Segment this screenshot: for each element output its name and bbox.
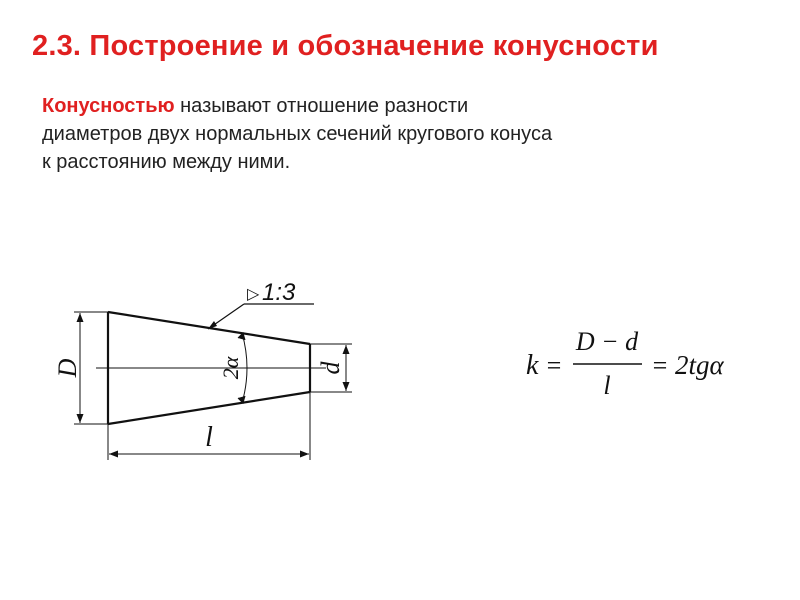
cone-bottom-generatrix — [108, 392, 310, 424]
definition-line-3: к расстоянию между ними. — [42, 151, 291, 173]
definition-line-1-rest: называют отношение разности — [174, 95, 469, 117]
taper-ratio-label: 1:3 — [262, 279, 296, 306]
formula-lhs: k — [526, 350, 539, 381]
formula-rhs: 2tgα — [675, 350, 724, 380]
definition-term: Конусностью — [42, 95, 175, 117]
dimension-l-label: l — [205, 422, 213, 453]
slide-title: 2.3. Построение и обозначение конусности — [32, 30, 659, 62]
taper-formula — [526, 327, 725, 400]
dimension-d-label: d — [316, 361, 345, 375]
taper-symbol-icon: ▷ — [247, 286, 260, 303]
dimension-D-label: D — [53, 358, 82, 378]
definition-line-2: диаметров двух нормальных сечений кругового конуса — [42, 123, 553, 145]
dimension-angle-label: 2α — [218, 356, 243, 380]
formula-denominator: l — [603, 371, 611, 400]
formula-numerator: D − d — [575, 327, 639, 356]
formula-eq2: = — [651, 351, 669, 380]
taper-leader — [208, 304, 314, 329]
formula-eq1: = — [545, 351, 563, 380]
